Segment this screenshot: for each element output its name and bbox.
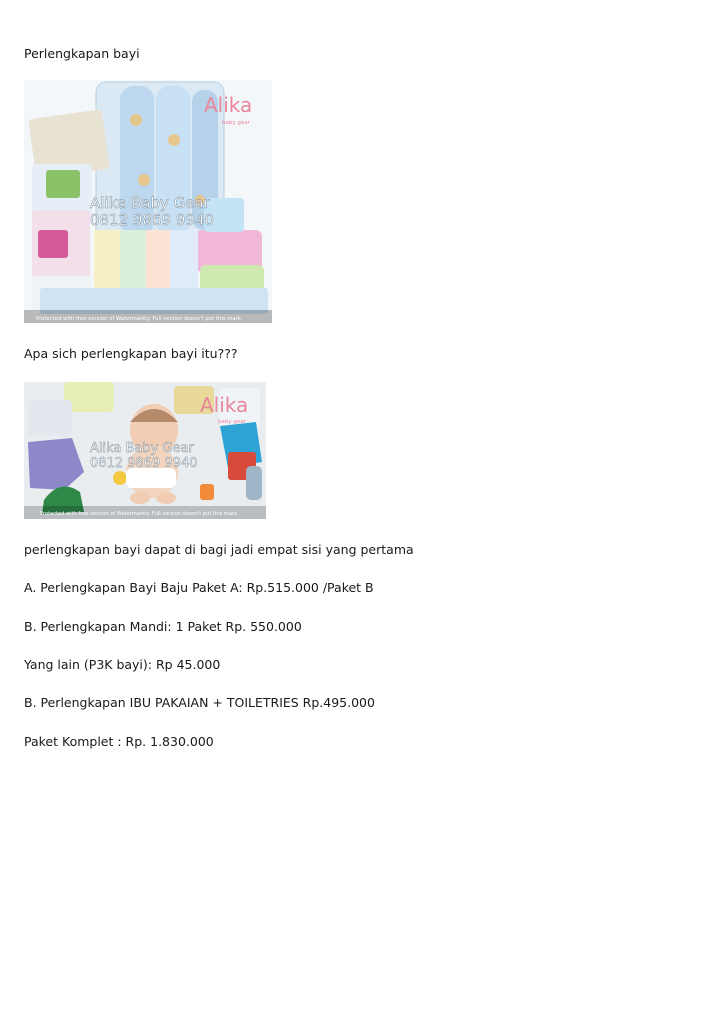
watermark-footer-note: Protected with free version of Watermarkly. Full version doesn't put this mark. (36, 316, 243, 322)
brand-logo-text: Alika (200, 393, 249, 417)
price-item: B. Perlengkapan IBU PAKAIAN + TOILETRIES Rp.495.000 (24, 695, 375, 710)
watermark-name: Alika Baby Gear (90, 441, 194, 456)
brand-logo-text: Alika (204, 93, 253, 117)
watermark-name: Alika Baby Gear (90, 194, 210, 212)
baby-with-items-photo (24, 382, 266, 519)
price-item-total: Paket Komplet : Rp. 1.830.000 (24, 734, 214, 749)
brand-logo-subtext: baby gear (222, 120, 250, 126)
price-item: Yang lain (P3K bayi): Rp 45.000 (24, 657, 221, 672)
doc-question: Apa sich perlengkapan bayi itu??? (24, 346, 238, 361)
doc-title: Perlengkapan bayi (24, 46, 140, 61)
baby-gear-package-photo (24, 80, 272, 323)
brand-logo-subtext: baby gear (218, 419, 246, 425)
doc-intro: perlengkapan bayi dapat di bagi jadi empat sisi yang pertama (24, 542, 414, 557)
price-item: B. Perlengkapan Mandi: 1 Paket Rp. 550.000 (24, 619, 302, 634)
watermark-phone: 0812 9869 9940 (90, 456, 198, 471)
watermark-phone: 0812 9869 9940 (90, 211, 215, 229)
watermark-footer-note: Protected with free version of Watermarkly. Full version doesn't put this mark. (40, 511, 239, 517)
price-item: A. Perlengkapan Bayi Baju Paket A: Rp.515.000 /Paket B (24, 580, 374, 595)
